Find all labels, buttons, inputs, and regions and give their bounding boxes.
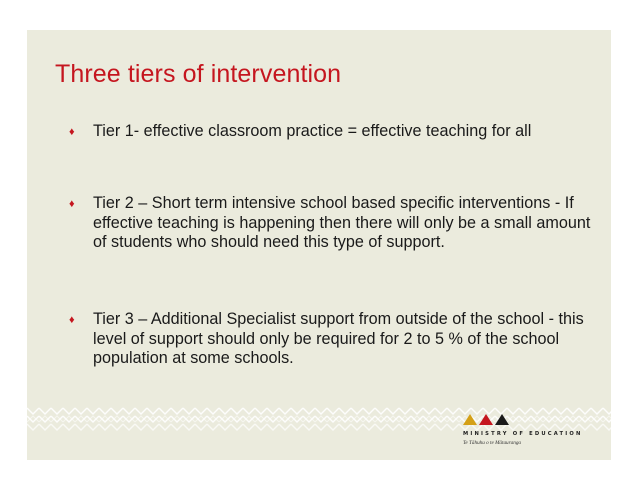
bullet-item-tier-3 (69, 310, 599, 369)
bullet-text: Tier 1- effective classroom practice = effective teaching for all (93, 122, 532, 140)
logo-tagline: Te Tāhuhu o te Mātauranga (463, 440, 522, 446)
bullet-text: Tier 3 – Additional Specialist support from outside of the school - this level of support should only be required for 2 to 5 % of the school population at some schools. (93, 310, 584, 367)
bullet-marker-icon: ♦ (69, 126, 75, 138)
bullet-marker-icon: ♦ (69, 314, 75, 326)
bullet-item-tier-2 (69, 194, 599, 253)
logo-ministry-name: MINISTRY OF EDUCATION (463, 431, 583, 437)
triangle-icon (463, 411, 511, 427)
bullet-marker-icon: ♦ (69, 198, 75, 210)
slide-title: Three tiers of intervention (55, 60, 342, 88)
bullet-item-tier-1 (69, 122, 599, 142)
bullet-text: Tier 2 – Short term intensive school based specific interventions - If effective teaching is happening then there will only be a small amount of students who should need this type of support. (93, 194, 591, 251)
ministry-of-education-logo (463, 411, 603, 457)
slide (27, 30, 611, 460)
